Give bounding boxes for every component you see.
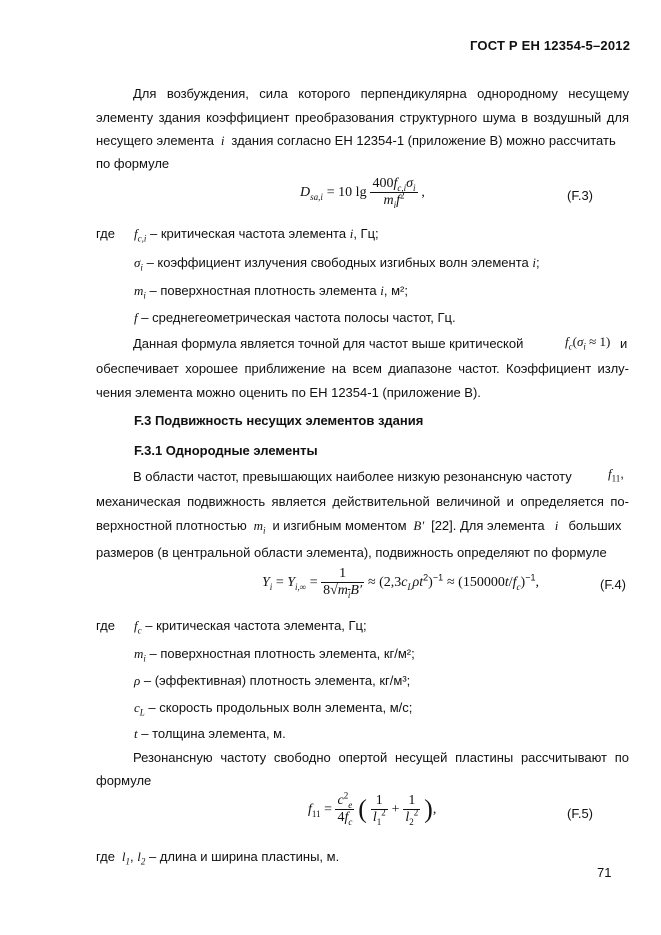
where2-item-2: $m_i$ – поверхностная плотность элемента, кг/м²; — [134, 646, 415, 664]
section-title: F.3 Подвижность несущих элементов здания — [134, 413, 424, 428]
equation-f3: $D_{sa,i} = 10$ lg $\frac{400f_{c,i}\sigma_i}{m_if^2}$ , — [300, 176, 425, 210]
paragraph-3-line-3: верхностной плотностью $m_i$ и изгибным моментом B′ [22]. Для элемента i больших — [96, 518, 622, 536]
paragraph-3-line-1: В области частот, превышающих наиболее низкую резонансную частоту — [133, 469, 572, 484]
paragraph-4-line-1: Резонансную частоту свободно опертой несущей пластины рассчитывают по — [133, 750, 629, 765]
equation-number-f3: (F.3) — [567, 188, 593, 203]
equation-number-f5: (F.5) — [567, 806, 593, 821]
paragraph-3-line-2: механическая подвижность является действительной величиной и определяется по- — [96, 494, 629, 509]
symbol-f11: $f_{11}$, — [608, 466, 624, 484]
where1-item-4: f – среднегеометрическая частота полосы частот, Гц. — [134, 310, 456, 325]
paragraph-1-line-4: по формуле — [96, 156, 170, 171]
where2-item-3: ρ – (эффективная) плотность элемента, кг/м³; — [134, 673, 411, 688]
where2-item-1: $f_c$ – критическая частота элемента, Гц; — [134, 618, 367, 636]
eq-f3-lhs: $D_{sa,i}$ — [300, 185, 323, 202]
paragraph-1-line-1: Для возбуждения, сила которого перпендикулярна однородному несущему — [133, 86, 629, 101]
where1-item-3: $m_i$ – поверхностная плотность элемента i, м²; — [134, 283, 408, 301]
paragraph-1-line-3b: здания согласно ЕН 12354-1 (приложение В) можно рассчитать — [231, 133, 616, 148]
paragraph-2-line-3: чения элемента можно оценить по ЕН 12354-1 (приложение В). — [96, 385, 481, 400]
paragraph-2-line-1: Данная формула является точной для частот выше критической — [133, 336, 524, 351]
paragraph-4-line-2: формуле — [96, 773, 152, 788]
document-header: ГОСТ Р ЕН 12354-5–2012 — [470, 38, 631, 53]
where1-item-1: $f_{c,i}$ – критическая частота элемента i, Гц; — [134, 226, 379, 244]
equation-f5: $f_{11}$ = $\frac{c^2_e}{4f_c}$ ( $\frac{1}{l_1^2}$ + $\frac{1}{l_2^2}$ ), — [308, 790, 437, 827]
paragraph-2-and: и — [620, 336, 628, 351]
paragraph-1-line-3 — [96, 133, 616, 149]
paragraph-2-formula: $f_c(\sigma_i \approx 1)$ — [565, 334, 611, 352]
paragraph-3-line-4: размеров (в центральной области элемента), подвижность определяют по формуле — [96, 545, 607, 560]
paragraph-1-line-2: элементу здания коэффициент преобразования структурного шума в воздушный для — [96, 110, 629, 125]
subsection-title: F.3.1 Однородные элементы — [134, 443, 318, 458]
equation-f4: $Y_i = Y_{i,\infty}$ = $\frac{1}{8√m_iB'}$ ≈ $(2,3c_L\rho t^2)^{-1} \approx (150000t/f_c)^{-1}$, — [262, 566, 539, 600]
where2-item-5: t – толщина элемента, м. — [134, 726, 286, 741]
where2-item-4: $c_L$ – скорость продольных волн элемента, м/с; — [134, 700, 413, 718]
eq-f3-fraction: $\frac{400f_{c,i}\sigma_i}{m_if^2}$ — [372, 176, 416, 210]
last-line: где $l_1$, $l_2$ – длина и ширина пластины, м. — [96, 849, 340, 867]
equation-number-f4: (F.4) — [600, 577, 626, 592]
page-number: 71 — [597, 865, 612, 880]
paragraph-1-line-3a: несущего элемента — [96, 133, 215, 148]
symbol-i: i — [217, 133, 228, 148]
where1-item-2: $\sigma_i$ – коэффициент излучения свободных изгибных волн элемента i; — [134, 255, 540, 273]
where-label-2: где — [96, 618, 115, 633]
where-label-1: где — [96, 226, 115, 241]
paragraph-2-line-2: обеспечивает хорошее приближение на всем диапазоне частот. Коэффициент излу- — [96, 361, 629, 376]
